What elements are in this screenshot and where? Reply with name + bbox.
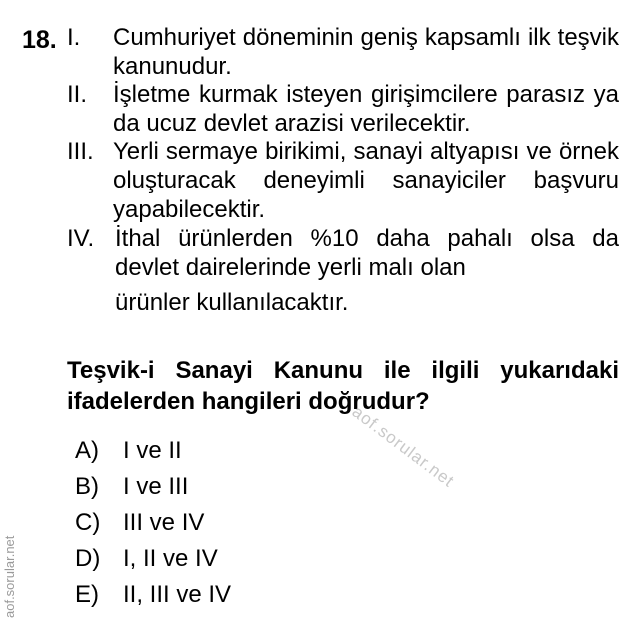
statement-3 bbox=[67, 137, 619, 224]
option-a-letter: A) bbox=[75, 437, 99, 464]
option-b-text: I ve III bbox=[123, 473, 189, 500]
option-d-text: I, II ve IV bbox=[123, 545, 218, 572]
question-prompt: Teşvik-i Sanayi Kanunu ile ilgili yukarıdaki ifadelerden hangileri doğrudur? bbox=[67, 357, 619, 415]
option-e-letter: E) bbox=[75, 581, 99, 608]
watermark-center: aof.sorular.net bbox=[348, 402, 459, 492]
statement-2 bbox=[67, 80, 619, 138]
statement-2-numeral: II. bbox=[67, 81, 88, 108]
statement-1-numeral: I. bbox=[67, 24, 81, 51]
statement-1 bbox=[67, 23, 619, 81]
statement-2-text: İşletme kurmak isteyen girişimcilere parasız ya da ucuz devlet arazisi verilecektir. bbox=[113, 81, 619, 137]
statement-3-numeral: III. bbox=[67, 138, 94, 165]
statement-1-text: Cumhuriyet döneminin geniş kapsamlı ilk teşvik kanunudur. bbox=[113, 24, 619, 80]
statement-4-text bbox=[115, 224, 619, 317]
option-b-letter: B) bbox=[75, 473, 99, 500]
option-e-text: II, III ve IV bbox=[123, 581, 232, 608]
statement-3-text: Yerli sermaye birikimi, sanayi altyapısı ve örnek oluşturacak deneyimli sanayiciler başvuru yapabilecektir. bbox=[113, 138, 619, 223]
option-a-text: I ve II bbox=[123, 437, 182, 464]
statement-4 bbox=[67, 224, 619, 317]
watermark-side: aof.sorular.net bbox=[2, 535, 17, 618]
option-c-letter: C) bbox=[75, 509, 101, 536]
option-c-text: III ve IV bbox=[123, 509, 205, 536]
question-number: 18. bbox=[22, 26, 57, 54]
statement-4-numeral: IV. bbox=[67, 225, 95, 252]
statement-4-text-main: İthal ürünlerden %10 daha pahalı olsa da devlet dairelerinde yerli malı olan bbox=[115, 225, 619, 281]
option-d-letter: D) bbox=[75, 545, 101, 572]
statement-4-text-last: ürünler kullanılacaktır. bbox=[115, 289, 349, 316]
